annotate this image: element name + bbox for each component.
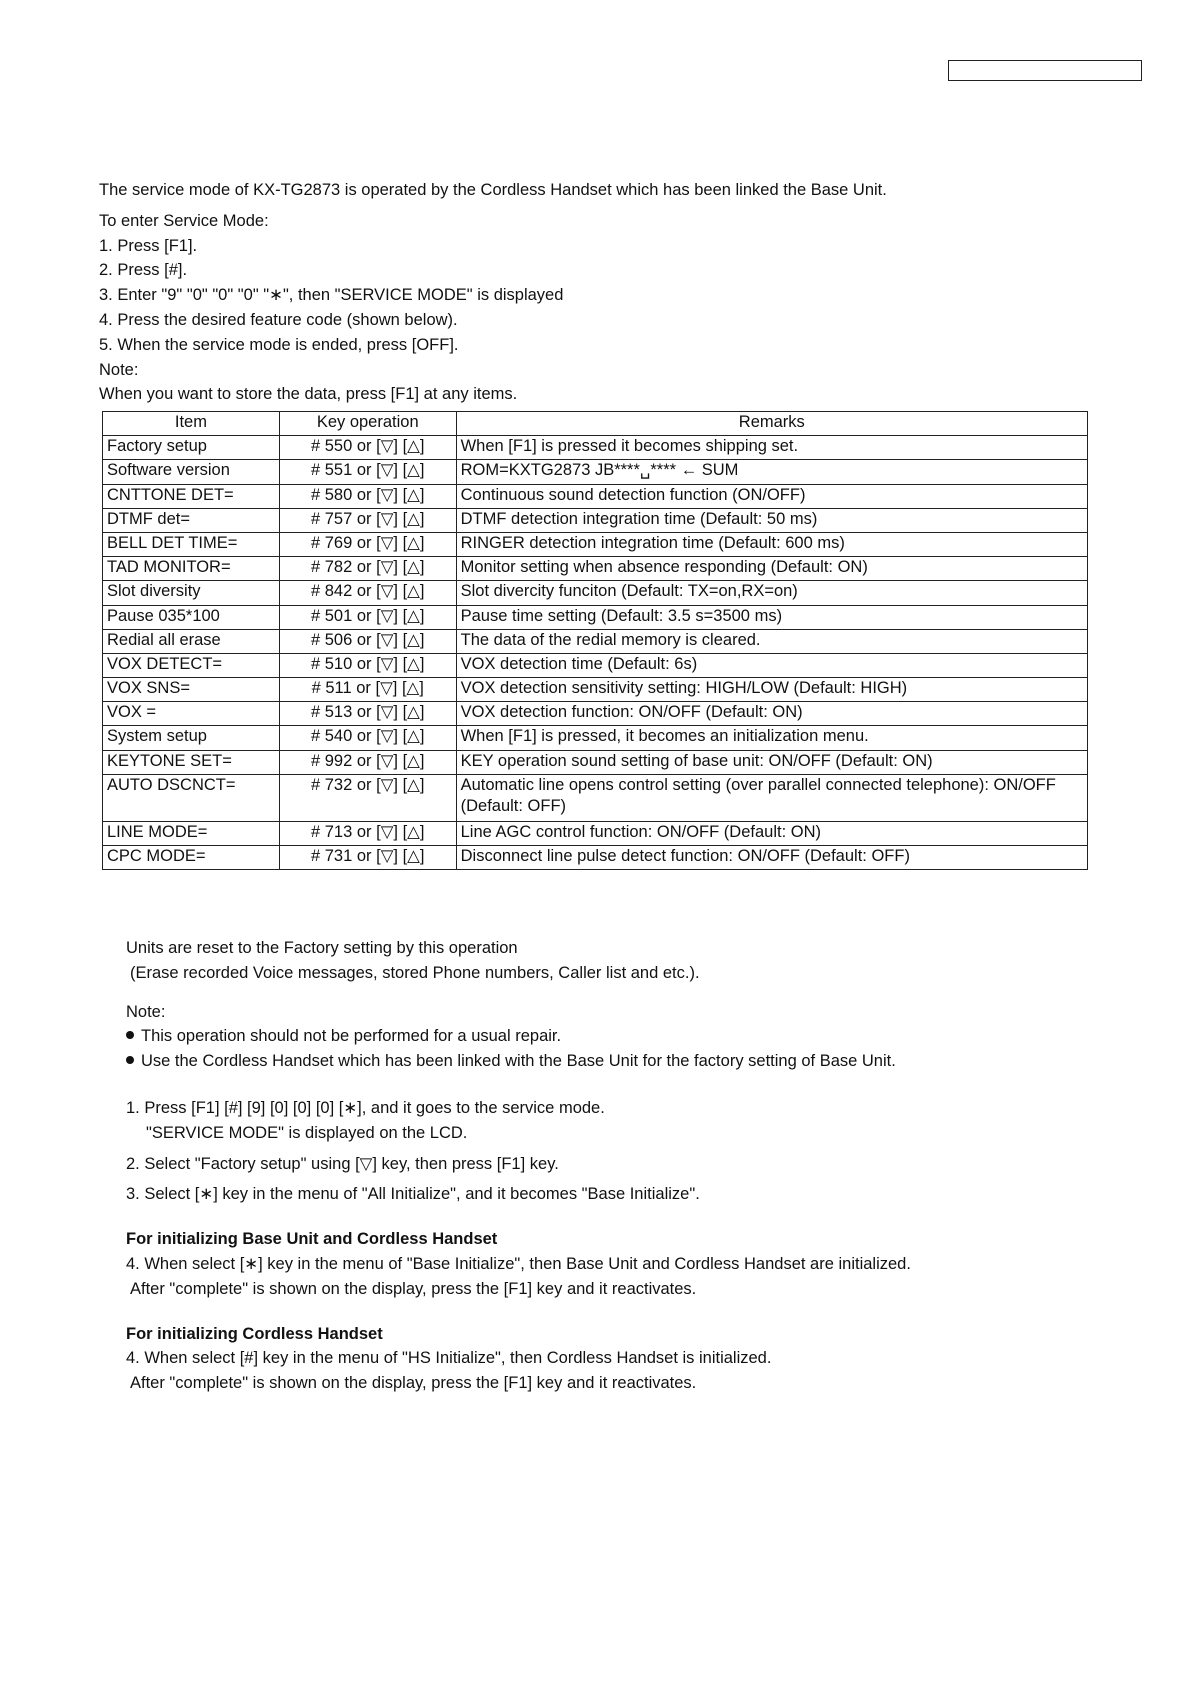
remarks-cell: ROM=KXTG2873 JB****␣**** ← SUM — [456, 460, 1087, 484]
bullet-text: This operation should not be performed for a usual repair. — [141, 1027, 562, 1046]
hs-init-after: After "complete" is shown on the display, press the [F1] key and it reactivates. — [130, 1374, 697, 1393]
enter-title: To enter Service Mode: — [99, 211, 269, 230]
table-row — [103, 629, 1088, 653]
table-row — [103, 460, 1088, 484]
remarks-cell: KEY operation sound setting of base unit: ON/OFF (Default: ON) — [456, 750, 1087, 774]
table-row — [103, 726, 1088, 750]
note-label: Note: — [99, 360, 139, 379]
remarks-cell: Pause time setting (Default: 3.5 s=3500 ms) — [456, 605, 1087, 629]
remarks-cell: Disconnect line pulse detect function: ON/OFF (Default: OFF) — [456, 846, 1087, 870]
header-box — [948, 60, 1142, 81]
item-cell: LINE MODE= — [103, 821, 280, 845]
key-cell: # 713 or [▽] [△] — [279, 821, 456, 845]
key-cell: # 511 or [▽] [△] — [279, 678, 456, 702]
note-bullet-2 — [126, 1049, 1126, 1074]
key-cell: # 506 or [▽] [△] — [279, 629, 456, 653]
note-text: When you want to store the data, press [F1] at any items. — [99, 385, 518, 404]
hs-init-heading: For initializing Cordless Handset — [126, 1324, 383, 1343]
table-row — [103, 436, 1088, 460]
item-cell: Factory setup — [103, 436, 280, 460]
enter-step-2: 2. Press [#]. — [99, 261, 188, 280]
item-cell: Slot diversity — [103, 581, 280, 605]
key-cell: # 551 or [▽] [△] — [279, 460, 456, 484]
remarks-cell: When [F1] is pressed, it becomes an initialization menu. — [456, 726, 1087, 750]
table-row — [103, 532, 1088, 556]
base-init-step: 4. When select [∗] key in the menu of "Base Initialize", then Base Unit and Cordless Handset are initialized. — [126, 1254, 911, 1273]
key-cell: # 501 or [▽] [△] — [279, 605, 456, 629]
reset-line-1: Units are reset to the Factory setting by this operation — [126, 939, 518, 957]
item-cell: Pause 035*100 — [103, 605, 280, 629]
key-cell: # 842 or [▽] [△] — [279, 581, 456, 605]
key-cell: # 550 or [▽] [△] — [279, 436, 456, 460]
table-row — [103, 653, 1088, 677]
item-cell: CNTTONE DET= — [103, 484, 280, 508]
enter-step-3: 3. Enter "9" "0" "0" "0" "∗", then "SERVICE MODE" is displayed — [99, 286, 564, 305]
item-cell: AUTO DSCNCT= — [103, 774, 280, 821]
key-cell: # 769 or [▽] [△] — [279, 532, 456, 556]
factory-step-1b: "SERVICE MODE" is displayed on the LCD. — [146, 1123, 468, 1142]
table-row — [103, 774, 1088, 821]
item-cell: VOX SNS= — [103, 678, 280, 702]
header-item: Item — [103, 412, 280, 436]
enter-step-4: 4. Press the desired feature code (shown below). — [99, 310, 458, 329]
factory-step-3: 3. Select [∗] key in the menu of "All Initialize", and it becomes "Base Initialize". — [126, 1185, 700, 1204]
item-cell: VOX = — [103, 702, 280, 726]
key-cell: # 510 or [▽] [△] — [279, 653, 456, 677]
hs-init-step: 4. When select [#] key in the menu of "HS Initialize", then Cordless Handset is initialized. — [126, 1349, 772, 1368]
key-cell: # 540 or [▽] [△] — [279, 726, 456, 750]
table-row — [103, 581, 1088, 605]
item-cell: DTMF det= — [103, 508, 280, 532]
remarks-cell: The data of the redial memory is cleared. — [456, 629, 1087, 653]
remarks-cell: When [F1] is pressed it becomes shipping set. — [456, 436, 1087, 460]
key-cell: # 580 or [▽] [△] — [279, 484, 456, 508]
note-bullet-1 — [126, 1024, 1126, 1049]
item-cell: CPC MODE= — [103, 846, 280, 870]
item-cell: BELL DET TIME= — [103, 532, 280, 556]
remarks-cell: RINGER detection integration time (Default: 600 ms) — [456, 532, 1087, 556]
key-cell: # 992 or [▽] [△] — [279, 750, 456, 774]
remarks-cell: Monitor setting when absence responding (Default: ON) — [456, 557, 1087, 581]
intro-line: The service mode of KX-TG2873 is operated by the Cordless Handset which has been linked the Base Unit. — [99, 181, 887, 199]
factory-setting-instructions — [126, 936, 1126, 1396]
table-row — [103, 557, 1088, 581]
bullet-text: Use the Cordless Handset which has been linked with the Base Unit for the factory setting of Base Unit. — [141, 1052, 896, 1071]
remarks-cell: VOX detection sensitivity setting: HIGH/LOW (Default: HIGH) — [456, 678, 1087, 702]
key-cell: # 732 or [▽] [△] — [279, 774, 456, 821]
base-init-heading: For initializing Base Unit and Cordless Handset — [126, 1230, 498, 1249]
item-cell: TAD MONITOR= — [103, 557, 280, 581]
factory-step-2: 2. Select "Factory setup" using [▽] key, then press [F1] key. — [126, 1154, 559, 1173]
factory-step-1: 1. Press [F1] [#] [9] [0] [0] [0] [∗], and it goes to the service mode. — [126, 1098, 605, 1117]
item-cell: KEYTONE SET= — [103, 750, 280, 774]
remarks-cell: Line AGC control function: ON/OFF (Default: ON) — [456, 821, 1087, 845]
remarks-cell: Automatic line opens control setting (over parallel connected telephone): ON/OFF (Default: OFF) — [456, 774, 1087, 821]
item-cell: Software version — [103, 460, 280, 484]
remarks-cell: VOX detection function: ON/OFF (Default: ON) — [456, 702, 1087, 726]
reset-line-2: (Erase recorded Voice messages, stored Phone numbers, Caller list and etc.). — [130, 963, 700, 982]
table-row — [103, 821, 1088, 845]
table-row — [103, 484, 1088, 508]
enter-step-5: 5. When the service mode is ended, press [OFF]. — [99, 335, 459, 354]
key-cell: # 513 or [▽] [△] — [279, 702, 456, 726]
base-init-after: After "complete" is shown on the display, press the [F1] key and it reactivates. — [130, 1279, 697, 1298]
remarks-cell: Continuous sound detection function (ON/OFF) — [456, 484, 1087, 508]
header-key-operation: Key operation — [279, 412, 456, 436]
service-feature-table — [102, 411, 1088, 870]
remarks-cell: DTMF detection integration time (Default: 50 ms) — [456, 508, 1087, 532]
bullet-icon — [126, 1031, 134, 1039]
table-row — [103, 750, 1088, 774]
key-cell: # 731 or [▽] [△] — [279, 846, 456, 870]
table-row — [103, 605, 1088, 629]
key-cell: # 782 or [▽] [△] — [279, 557, 456, 581]
service-mode-instructions — [99, 178, 1099, 407]
item-cell: VOX DETECT= — [103, 653, 280, 677]
key-cell: # 757 or [▽] [△] — [279, 508, 456, 532]
remarks-cell: VOX detection time (Default: 6s) — [456, 653, 1087, 677]
table-row — [103, 846, 1088, 870]
item-cell: System setup — [103, 726, 280, 750]
factory-note-label: Note: — [126, 1002, 166, 1021]
table-row — [103, 508, 1088, 532]
table-row — [103, 678, 1088, 702]
table-header-row — [103, 412, 1088, 436]
enter-step-1: 1. Press [F1]. — [99, 236, 198, 255]
item-cell: Redial all erase — [103, 629, 280, 653]
header-remarks: Remarks — [456, 412, 1087, 436]
remarks-cell: Slot divercity funciton (Default: TX=on,RX=on) — [456, 581, 1087, 605]
bullet-icon — [126, 1056, 134, 1064]
table-row — [103, 702, 1088, 726]
